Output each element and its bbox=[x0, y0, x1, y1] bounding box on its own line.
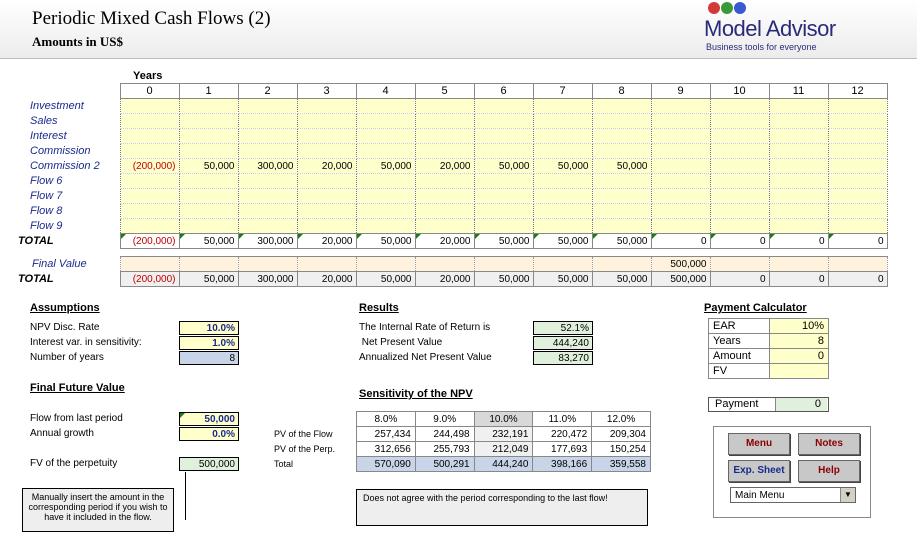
chevron-down-icon[interactable]: ▼ bbox=[840, 488, 855, 502]
year-header-1: 1 bbox=[179, 84, 238, 99]
green-dot-icon bbox=[721, 2, 733, 14]
cell-input[interactable] bbox=[710, 129, 769, 144]
npv-rate-input[interactable]: 10.0% bbox=[179, 321, 239, 335]
total2-cell: 0 bbox=[828, 272, 887, 287]
year-header-2: 2 bbox=[238, 84, 297, 99]
cell-input[interactable] bbox=[356, 204, 415, 219]
cell-input[interactable] bbox=[238, 174, 297, 189]
row-label: Commission 2 bbox=[0, 159, 120, 174]
cell-input[interactable] bbox=[828, 204, 887, 219]
cell-input[interactable] bbox=[356, 189, 415, 204]
total2-cell: 50,000 bbox=[474, 272, 533, 287]
cell-input[interactable] bbox=[297, 99, 356, 114]
cell-input[interactable] bbox=[769, 189, 828, 204]
payment-row-input[interactable] bbox=[770, 364, 829, 379]
cell-input[interactable] bbox=[828, 129, 887, 144]
cell-input[interactable] bbox=[710, 144, 769, 159]
sensitivity-rate-header: 12.0% bbox=[592, 412, 651, 427]
assumptions-title: Assumptions bbox=[30, 302, 100, 314]
cell-input[interactable] bbox=[769, 159, 828, 174]
total-row-label: TOTAL bbox=[18, 235, 54, 247]
cell-input[interactable] bbox=[297, 114, 356, 129]
cell-input[interactable] bbox=[710, 219, 769, 234]
formula-marker-icon bbox=[121, 234, 126, 239]
cell-input[interactable] bbox=[179, 174, 238, 189]
cell-input[interactable] bbox=[356, 99, 415, 114]
total2-cell: 300,000 bbox=[238, 272, 297, 287]
cell-input[interactable]: 50,000 bbox=[474, 159, 533, 174]
cell-input[interactable] bbox=[828, 219, 887, 234]
cell-input[interactable] bbox=[533, 174, 592, 189]
irr-label: The Internal Rate of Return is bbox=[359, 322, 491, 333]
total-value: 20,000 bbox=[439, 235, 471, 247]
row-label: Commission bbox=[0, 144, 120, 159]
final-value-cell[interactable] bbox=[120, 257, 179, 272]
note-connector bbox=[185, 472, 186, 520]
exp-sheet-button[interactable]: Exp. Sheet bbox=[728, 460, 790, 482]
logo-dots-icon bbox=[708, 2, 744, 17]
final-value-cell[interactable] bbox=[356, 257, 415, 272]
total-cell bbox=[415, 234, 474, 249]
cell-input[interactable] bbox=[533, 129, 592, 144]
page-subtitle: Amounts in US$ bbox=[32, 34, 124, 49]
total-cell bbox=[238, 234, 297, 249]
cell-input[interactable] bbox=[474, 174, 533, 189]
total-cell bbox=[710, 234, 769, 249]
comment-marker-icon bbox=[180, 413, 185, 418]
flow-last-period-value: 50,000 bbox=[204, 414, 235, 425]
total-value: 0 bbox=[700, 235, 707, 247]
final-value-grid bbox=[0, 256, 888, 287]
sensitivity-rate-header: 11.0% bbox=[533, 412, 592, 427]
interest-var-input[interactable]: 1.0% bbox=[179, 336, 239, 350]
total-value: 50,000 bbox=[380, 235, 412, 247]
cell-input[interactable] bbox=[297, 204, 356, 219]
cell-input[interactable] bbox=[120, 114, 179, 129]
cell-input[interactable] bbox=[533, 189, 592, 204]
total-cell bbox=[533, 234, 592, 249]
sensitivity-cell: 177,693 bbox=[533, 442, 592, 457]
cell-input[interactable] bbox=[769, 129, 828, 144]
sensitivity-cell: 398,166 bbox=[533, 457, 592, 472]
total2-cell: 0 bbox=[710, 272, 769, 287]
total-value: 0 bbox=[877, 235, 884, 247]
formula-marker-icon bbox=[475, 234, 480, 239]
final-value-cell[interactable] bbox=[297, 257, 356, 272]
cell-input[interactable] bbox=[710, 99, 769, 114]
cell-input[interactable] bbox=[533, 114, 592, 129]
final-value-cell[interactable] bbox=[474, 257, 533, 272]
cell-input[interactable] bbox=[238, 219, 297, 234]
pv-perp-label: PV of the Perp. bbox=[274, 444, 336, 454]
blue-dot-icon bbox=[734, 2, 746, 14]
sensitivity-rate-header: 10.0% bbox=[474, 412, 533, 427]
cell-input[interactable] bbox=[179, 189, 238, 204]
payment-row-input[interactable]: 8 bbox=[770, 334, 829, 349]
cell-input[interactable] bbox=[651, 129, 710, 144]
cell-input[interactable] bbox=[651, 99, 710, 114]
cell-input[interactable] bbox=[120, 129, 179, 144]
cell-input[interactable] bbox=[769, 204, 828, 219]
total-value: 50,000 bbox=[616, 235, 648, 247]
results-title: Results bbox=[359, 302, 399, 314]
total2-cell: (200,000) bbox=[120, 272, 179, 287]
cell-input[interactable] bbox=[120, 99, 179, 114]
payment-row-label: Amount bbox=[709, 349, 770, 364]
cell-input[interactable] bbox=[474, 114, 533, 129]
year-header-9: 9 bbox=[651, 84, 710, 99]
fv-perpetuity-value: 500,000 bbox=[179, 457, 239, 471]
total-cell bbox=[297, 234, 356, 249]
cell-input[interactable]: 50,000 bbox=[179, 159, 238, 174]
cell-input[interactable] bbox=[415, 204, 474, 219]
cell-input[interactable] bbox=[651, 219, 710, 234]
cell-input[interactable] bbox=[474, 204, 533, 219]
cell-input[interactable] bbox=[828, 189, 887, 204]
cell-input[interactable] bbox=[179, 129, 238, 144]
pv-flow-label: PV of the Flow bbox=[274, 429, 333, 439]
final-value-cell[interactable] bbox=[415, 257, 474, 272]
cell-input[interactable] bbox=[592, 219, 651, 234]
cell-input[interactable] bbox=[238, 99, 297, 114]
total-value: 20,000 bbox=[321, 235, 353, 247]
payment-calculator bbox=[708, 318, 829, 379]
cell-input[interactable] bbox=[356, 174, 415, 189]
cell-input[interactable] bbox=[120, 174, 179, 189]
cell-input[interactable] bbox=[179, 204, 238, 219]
total-cell bbox=[651, 234, 710, 249]
cell-input[interactable] bbox=[120, 204, 179, 219]
cell-input[interactable] bbox=[179, 144, 238, 159]
cell-input[interactable] bbox=[474, 99, 533, 114]
total-cell bbox=[356, 234, 415, 249]
cell-input[interactable] bbox=[651, 114, 710, 129]
year-header-6: 6 bbox=[474, 84, 533, 99]
npv-label: Net Present Value bbox=[359, 337, 443, 348]
cell-input[interactable] bbox=[533, 99, 592, 114]
cell-input[interactable] bbox=[710, 189, 769, 204]
cell-input[interactable] bbox=[474, 219, 533, 234]
row-label: Flow 9 bbox=[0, 219, 120, 234]
cell-input[interactable] bbox=[828, 159, 887, 174]
cell-input[interactable]: 20,000 bbox=[297, 159, 356, 174]
total-value: 50,000 bbox=[557, 235, 589, 247]
cell-input[interactable]: 50,000 bbox=[356, 159, 415, 174]
main-menu-dropdown[interactable] bbox=[730, 487, 856, 503]
total-value: 50,000 bbox=[203, 235, 235, 247]
total-cell bbox=[769, 234, 828, 249]
year-header-5: 5 bbox=[415, 84, 474, 99]
cell-input[interactable] bbox=[179, 99, 238, 114]
sensitivity-cell: 220,472 bbox=[533, 427, 592, 442]
sensitivity-cell: 232,191 bbox=[474, 427, 533, 442]
annualized-npv-value: 83,270 bbox=[533, 351, 593, 365]
cell-input[interactable] bbox=[415, 129, 474, 144]
payment-row-input[interactable]: 0 bbox=[770, 349, 829, 364]
final-value-cell[interactable]: 500,000 bbox=[651, 257, 710, 272]
total-cell bbox=[120, 234, 179, 249]
total-label: Total bbox=[274, 459, 294, 469]
sensitivity-title: Sensitivity of the NPV bbox=[359, 388, 473, 400]
cell-input[interactable] bbox=[238, 204, 297, 219]
red-dot-icon bbox=[708, 2, 720, 14]
cell-input[interactable] bbox=[120, 219, 179, 234]
cell-input[interactable] bbox=[769, 114, 828, 129]
cell-input[interactable]: 50,000 bbox=[533, 159, 592, 174]
cell-input[interactable] bbox=[356, 114, 415, 129]
cell-input[interactable] bbox=[651, 159, 710, 174]
final-value-cell[interactable] bbox=[592, 257, 651, 272]
manual-insert-note: Manually insert the amount in the corresponding period if you wish to have it included in the flow. bbox=[22, 488, 174, 532]
sensitivity-cell: 359,558 bbox=[592, 457, 651, 472]
cell-input[interactable] bbox=[651, 189, 710, 204]
flow-last-period-label: Flow from last period bbox=[30, 413, 123, 424]
formula-marker-icon bbox=[593, 234, 598, 239]
cell-input[interactable] bbox=[415, 189, 474, 204]
cell-input[interactable] bbox=[474, 129, 533, 144]
help-button[interactable]: Help bbox=[798, 460, 860, 482]
sensitivity-cell: 244,498 bbox=[415, 427, 474, 442]
cell-input[interactable] bbox=[238, 144, 297, 159]
cell-input[interactable] bbox=[415, 174, 474, 189]
payment-row-label: FV bbox=[709, 364, 770, 379]
cell-input[interactable] bbox=[828, 174, 887, 189]
cell-input[interactable] bbox=[474, 189, 533, 204]
navigation-panel bbox=[713, 426, 871, 518]
annualized-npv-label: Annualized Net Present Value bbox=[359, 352, 492, 363]
formula-marker-icon bbox=[298, 234, 303, 239]
sensitivity-cell: 570,090 bbox=[357, 457, 416, 472]
formula-marker-icon bbox=[357, 234, 362, 239]
year-header-8: 8 bbox=[592, 84, 651, 99]
row-label: Flow 6 bbox=[0, 174, 120, 189]
payment-value: 0 bbox=[775, 398, 827, 411]
total2-cell: 20,000 bbox=[415, 272, 474, 287]
row-label: Sales bbox=[0, 114, 120, 129]
menu-button[interactable]: Menu bbox=[728, 433, 790, 455]
total-value: 0 bbox=[818, 235, 825, 247]
cell-input[interactable] bbox=[356, 219, 415, 234]
cell-input[interactable]: 50,000 bbox=[592, 159, 651, 174]
logo-tagline: Business tools for everyone bbox=[706, 42, 817, 52]
formula-marker-icon bbox=[416, 234, 421, 239]
interest-var-label: Interest var. in sensitivity: bbox=[30, 337, 142, 348]
year-header-4: 4 bbox=[356, 84, 415, 99]
cell-input[interactable] bbox=[828, 114, 887, 129]
fv-perpetuity-label: FV of the perpetuity bbox=[30, 458, 118, 469]
cell-input[interactable] bbox=[238, 189, 297, 204]
total2-cell: 50,000 bbox=[356, 272, 415, 287]
cell-input[interactable]: (200,000) bbox=[120, 159, 179, 174]
formula-marker-icon bbox=[534, 234, 539, 239]
final-value-cell[interactable] bbox=[769, 257, 828, 272]
cell-input[interactable] bbox=[769, 144, 828, 159]
cell-input[interactable] bbox=[297, 189, 356, 204]
total2-cell: 500,000 bbox=[651, 272, 710, 287]
cell-input[interactable] bbox=[828, 99, 887, 114]
total2-cell: 50,000 bbox=[179, 272, 238, 287]
cell-input[interactable] bbox=[120, 144, 179, 159]
payment-row-input[interactable]: 10% bbox=[770, 319, 829, 334]
cell-input[interactable] bbox=[238, 114, 297, 129]
final-value-cell[interactable] bbox=[828, 257, 887, 272]
total2-row-label: TOTAL bbox=[18, 273, 54, 285]
year-header-3: 3 bbox=[297, 84, 356, 99]
cell-input[interactable] bbox=[356, 144, 415, 159]
irr-value: 52.1% bbox=[533, 321, 593, 335]
flow-last-period-input[interactable] bbox=[179, 412, 239, 426]
year-header-12: 12 bbox=[828, 84, 887, 99]
cell-input[interactable] bbox=[297, 219, 356, 234]
total-value: 0 bbox=[759, 235, 766, 247]
number-years-label: Number of years bbox=[30, 352, 104, 363]
final-value-cell[interactable] bbox=[179, 257, 238, 272]
year-header-0: 0 bbox=[120, 84, 179, 99]
sensitivity-rate-header: 9.0% bbox=[415, 412, 474, 427]
sensitivity-cell: 257,434 bbox=[357, 427, 416, 442]
total-value: 300,000 bbox=[257, 235, 294, 247]
cell-input[interactable] bbox=[710, 174, 769, 189]
payment-row bbox=[708, 397, 829, 412]
cell-input[interactable] bbox=[828, 144, 887, 159]
total-value: 50,000 bbox=[498, 235, 530, 247]
cell-input[interactable] bbox=[592, 114, 651, 129]
sensitivity-note: Does not agree with the period corresponding to the last flow! bbox=[356, 489, 648, 526]
cell-input[interactable] bbox=[533, 144, 592, 159]
payment-row-label: Years bbox=[709, 334, 770, 349]
total2-cell: 0 bbox=[769, 272, 828, 287]
total-cell bbox=[592, 234, 651, 249]
formula-marker-icon bbox=[180, 234, 185, 239]
formula-marker-icon bbox=[652, 234, 657, 239]
cell-input[interactable] bbox=[592, 189, 651, 204]
cell-input[interactable] bbox=[533, 204, 592, 219]
npv-value: 444,240 bbox=[533, 336, 593, 350]
cell-input[interactable] bbox=[120, 189, 179, 204]
sensitivity-cell: 312,656 bbox=[357, 442, 416, 457]
cell-input[interactable] bbox=[297, 144, 356, 159]
sensitivity-cell: 212,049 bbox=[474, 442, 533, 457]
formula-marker-icon bbox=[770, 234, 775, 239]
annual-growth-label: Annual growth bbox=[30, 428, 94, 439]
cell-input[interactable]: 20,000 bbox=[415, 159, 474, 174]
notes-button[interactable]: Notes bbox=[798, 433, 860, 455]
cell-input[interactable] bbox=[533, 219, 592, 234]
cell-input[interactable] bbox=[592, 144, 651, 159]
cell-input[interactable] bbox=[415, 219, 474, 234]
cell-input[interactable] bbox=[356, 129, 415, 144]
final-value-cell[interactable] bbox=[710, 257, 769, 272]
total2-cell: 20,000 bbox=[297, 272, 356, 287]
cell-input[interactable] bbox=[592, 204, 651, 219]
total2-cell: 50,000 bbox=[592, 272, 651, 287]
row-label: Interest bbox=[0, 129, 120, 144]
payment-label: Payment bbox=[715, 398, 759, 410]
cell-input[interactable] bbox=[592, 129, 651, 144]
annual-growth-input[interactable]: 0.0% bbox=[179, 427, 239, 441]
sensitivity-cell: 150,254 bbox=[592, 442, 651, 457]
years-label: Years bbox=[133, 70, 163, 82]
year-header-10: 10 bbox=[710, 84, 769, 99]
cell-input[interactable] bbox=[769, 174, 828, 189]
cell-input[interactable] bbox=[474, 144, 533, 159]
logo-text: Model Advisor bbox=[704, 16, 836, 41]
year-header-11: 11 bbox=[769, 84, 828, 99]
payment-calculator-title: Payment Calculator bbox=[704, 302, 807, 314]
sensitivity-cell: 209,304 bbox=[592, 427, 651, 442]
final-value-label: Final Value bbox=[0, 257, 120, 272]
final-value-cell[interactable] bbox=[533, 257, 592, 272]
cell-input[interactable] bbox=[592, 174, 651, 189]
npv-rate-label: NPV Disc. Rate bbox=[30, 322, 100, 333]
row-label: Flow 8 bbox=[0, 204, 120, 219]
sensitivity-cell: 500,291 bbox=[415, 457, 474, 472]
cell-input[interactable] bbox=[710, 159, 769, 174]
formula-marker-icon bbox=[711, 234, 716, 239]
row-label: Flow 7 bbox=[0, 189, 120, 204]
cell-input[interactable] bbox=[651, 174, 710, 189]
cell-input[interactable] bbox=[769, 99, 828, 114]
sensitivity-cell: 255,793 bbox=[415, 442, 474, 457]
cell-input[interactable] bbox=[651, 204, 710, 219]
cell-input[interactable] bbox=[415, 114, 474, 129]
cell-input[interactable] bbox=[415, 144, 474, 159]
cell-input[interactable] bbox=[297, 174, 356, 189]
final-value-cell[interactable] bbox=[238, 257, 297, 272]
total2-cell: 50,000 bbox=[533, 272, 592, 287]
dropdown-value: Main Menu bbox=[735, 490, 785, 501]
cell-input[interactable] bbox=[710, 204, 769, 219]
cell-input[interactable] bbox=[769, 219, 828, 234]
formula-marker-icon bbox=[829, 234, 834, 239]
sensitivity-cell: 444,240 bbox=[474, 457, 533, 472]
cell-input[interactable] bbox=[415, 99, 474, 114]
total-cell bbox=[474, 234, 533, 249]
cell-input[interactable] bbox=[592, 99, 651, 114]
page-title: Periodic Mixed Cash Flows (2) bbox=[32, 8, 271, 29]
row-label: Investment bbox=[0, 99, 120, 114]
total-cell bbox=[828, 234, 887, 249]
cash-flow-grid bbox=[0, 83, 888, 249]
sensitivity-rate-header: 8.0% bbox=[357, 412, 416, 427]
payment-row-label: EAR bbox=[709, 319, 770, 334]
cell-input[interactable] bbox=[179, 219, 238, 234]
sensitivity-table bbox=[356, 411, 651, 472]
cell-input[interactable] bbox=[710, 114, 769, 129]
cell-input[interactable] bbox=[179, 114, 238, 129]
year-header-7: 7 bbox=[533, 84, 592, 99]
cell-input[interactable]: 300,000 bbox=[238, 159, 297, 174]
cell-input[interactable] bbox=[297, 129, 356, 144]
formula-marker-icon bbox=[239, 234, 244, 239]
total-cell bbox=[179, 234, 238, 249]
cell-input[interactable] bbox=[651, 144, 710, 159]
total-value: (200,000) bbox=[132, 235, 176, 247]
cell-input[interactable] bbox=[238, 129, 297, 144]
number-years-value: 8 bbox=[179, 351, 239, 365]
ffv-title: Final Future Value bbox=[30, 382, 125, 394]
